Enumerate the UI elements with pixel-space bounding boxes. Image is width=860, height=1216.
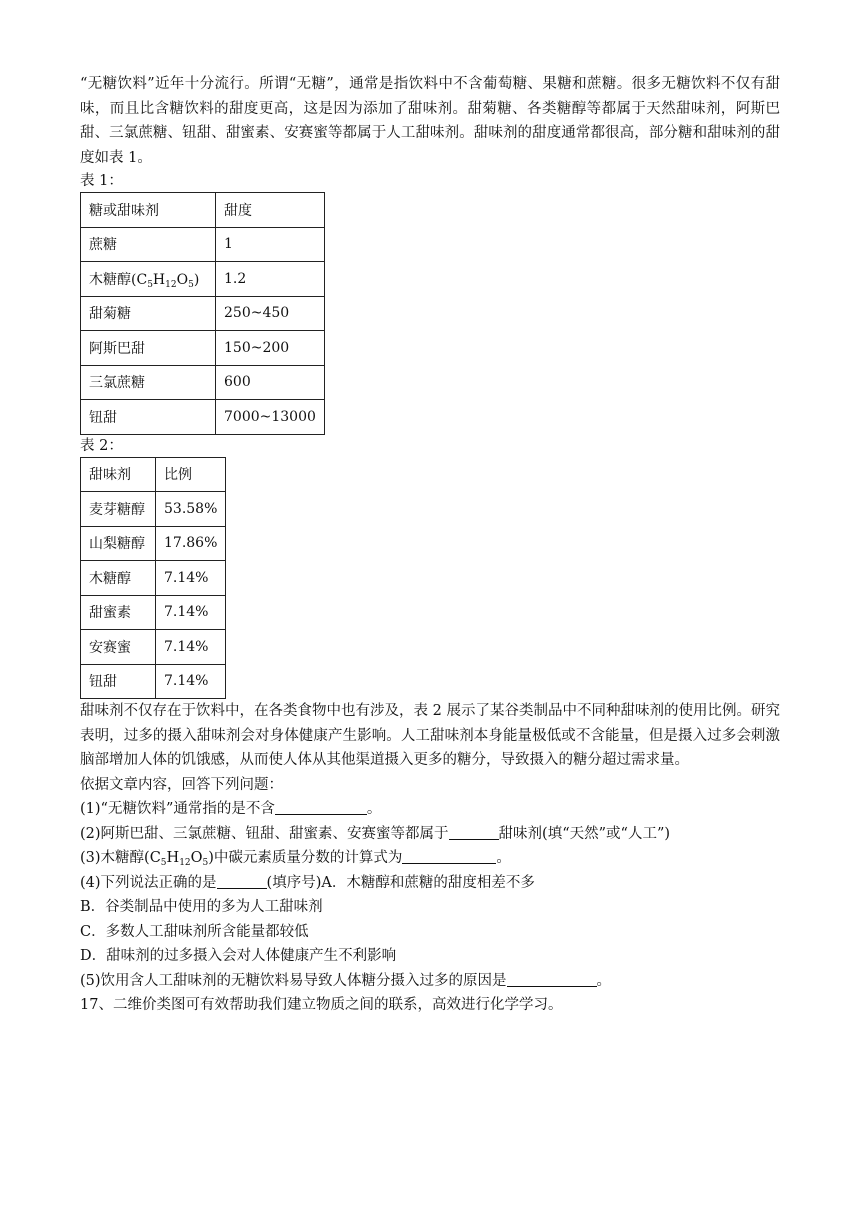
option-d: D．甜味剂的过多摄入会对人体健康产生不利影响	[80, 948, 397, 964]
table-row	[81, 595, 226, 630]
table-row	[81, 193, 325, 228]
question-5-end: 。	[596, 972, 612, 989]
table-row	[81, 331, 325, 366]
table2-caption: 表 2：	[80, 437, 123, 454]
question-2	[80, 822, 780, 847]
table-cell: 钮甜	[81, 400, 216, 435]
formula-element: H	[166, 850, 180, 866]
answer-blank-1[interactable]	[275, 800, 367, 815]
answer-blank-2[interactable]	[449, 825, 499, 840]
table-header-cell: 比例	[156, 457, 226, 492]
table-cell: 木糖醇	[81, 561, 156, 596]
table-cell: 安赛蜜	[81, 630, 156, 665]
table-row	[81, 492, 226, 527]
answer-blank-5[interactable]	[507, 972, 597, 987]
question-2-end: 甜味剂(填“天然”或“人工”)	[498, 825, 671, 842]
question-4	[80, 871, 780, 896]
body-paragraph: 甜味剂不仅存在于饮料中，在各类食物中也有涉及，表 2 展示了某谷类制品中不同种甜味剂的使用比例。研究表明，过多的摄入甜味剂会对身体健康产生影响。人工甜味剂本身能量极低或不含能量，但是摄入过多会刺激脑部增加人体的饥饿感，从而使人体从其他渠道摄入更多的糖分，导致摄入的糖分超过需求量。	[80, 703, 780, 768]
subscript: 5	[160, 858, 167, 868]
table-cell: 17.86%	[156, 526, 226, 561]
question-1-end: 。	[366, 801, 382, 817]
question-5-text: (5)饮用含人工甜味剂的无糖饮料易导致人体糖分摄入过多的原因是	[80, 972, 507, 989]
table-cell: 7.14%	[156, 630, 226, 665]
sweetness-table	[80, 192, 325, 435]
table-cell: 甜蜜素	[81, 595, 156, 630]
question-2-text: (2)阿斯巴甜、三氯蔗糖、钮甜、甜蜜素、安赛蜜等都属于	[80, 825, 449, 842]
table1-caption: 表 1：	[80, 173, 123, 189]
table-cell: 麦芽糖醇	[81, 492, 156, 527]
table-cell: 1	[216, 227, 325, 262]
subscript: 5	[202, 858, 209, 868]
table-header-cell: 甜味剂	[81, 457, 156, 492]
question-1	[80, 797, 780, 822]
intro-paragraph: “无糖饮料”近年十分流行。所谓“无糖”，通常是指饮料中不含葡萄糖、果糖和蔗糖。很多无糖饮料不仅有甜味，而且比含糖饮料的甜度更高，这是因为添加了甜味剂。甜菊糖、各类糖醇等都属于天然甜味剂，阿斯巴甜、三氯蔗糖、钮甜、甜蜜素、安赛蜜等都属于人工甜味剂。甜味剂的甜度通常都很高，部分糖和甜味剂的甜度如表 1。	[80, 76, 780, 166]
question-4-text: (4)下列说法正确的是	[80, 874, 217, 891]
document-page	[80, 72, 780, 1018]
table-cell: 7000~13000	[216, 400, 325, 435]
table-cell: 三氯蔗糖	[81, 365, 216, 400]
table-cell: 木糖醇$(C_5H_{12}O_5)$	[81, 262, 216, 297]
table-row	[81, 262, 325, 297]
formula-element: O	[190, 850, 203, 866]
question-3-text: (3)木糖醇(C	[80, 850, 161, 866]
table-cell: 150~200	[216, 331, 325, 366]
sweetener-ratio-table	[80, 457, 226, 700]
answer-blank-4[interactable]	[217, 874, 267, 889]
table-cell: 600	[216, 365, 325, 400]
question-3-mid: )中碳元素质量分数的计算式为	[208, 850, 403, 866]
table-cell: 7.14%	[156, 664, 226, 699]
table-cell: 250~450	[216, 296, 325, 331]
table-cell: 阿斯巴甜	[81, 331, 216, 366]
table-row	[81, 561, 226, 596]
subscript: 12	[179, 858, 191, 868]
table-cell: 钮甜	[81, 664, 156, 699]
question-3	[80, 846, 780, 871]
table-row	[81, 227, 325, 262]
question-prompt: 依据文章内容，回答下列问题：	[80, 776, 283, 793]
table-row	[81, 400, 325, 435]
table-cell: 蔗糖	[81, 227, 216, 262]
table-cell: 甜菊糖	[81, 296, 216, 331]
table-header-cell: 甜度	[216, 193, 325, 228]
table-row	[81, 630, 226, 665]
question-3-end: 。	[496, 850, 511, 866]
table-row	[81, 365, 325, 400]
table-header-cell: 糖或甜味剂	[81, 193, 216, 228]
table-row	[81, 296, 325, 331]
table-cell: 7.14%	[156, 595, 226, 630]
table-row	[81, 526, 226, 561]
option-c: C．多数人工甜味剂所含能量都较低	[80, 923, 309, 940]
option-b: B．谷类制品中使用的多为人工甜味剂	[80, 899, 323, 915]
table-cell: 53.58%	[156, 492, 226, 527]
table-row	[81, 664, 226, 699]
table-cell: 1.2	[216, 262, 325, 297]
question-17: 17、二维价类图可有效帮助我们建立物质之间的联系，高效进行化学学习。	[80, 997, 563, 1013]
answer-blank-3[interactable]	[402, 849, 496, 864]
table-row	[81, 457, 226, 492]
question-1-text: (1)“无糖饮料”通常指的是不含	[80, 801, 275, 817]
table-cell: 7.14%	[156, 561, 226, 596]
question-5	[80, 969, 780, 994]
question-4-end: (填序号)A．木糖醇和蔗糖的甜度相差不多	[266, 874, 535, 891]
table-cell: 山梨糖醇	[81, 526, 156, 561]
